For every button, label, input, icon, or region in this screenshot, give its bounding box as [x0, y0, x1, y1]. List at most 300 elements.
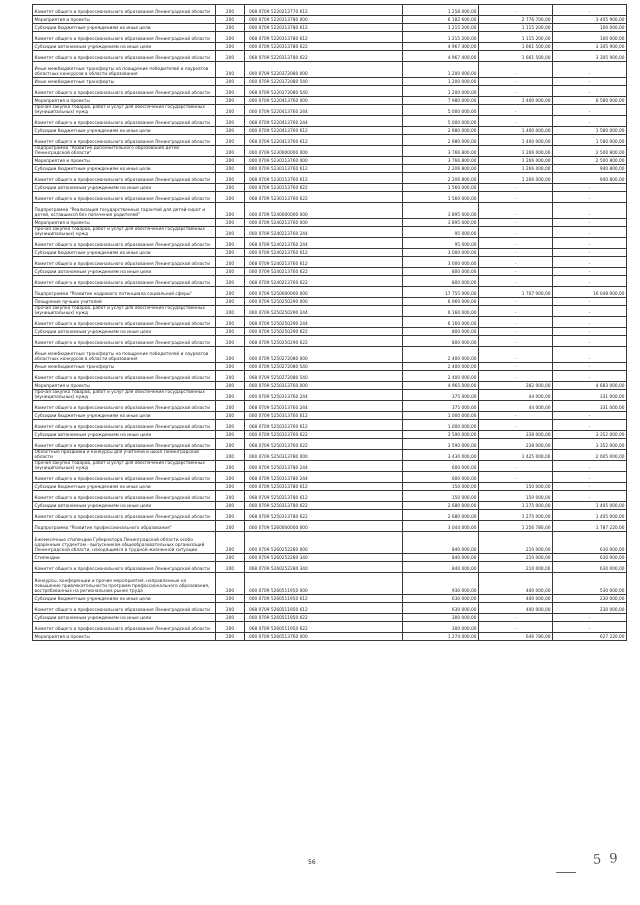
row-amount-year1: -: [479, 257, 553, 268]
row-kbk-code: 000 0709 5220413760 000: [245, 97, 403, 105]
row-kbk-code: 000 0709 5220313780 622: [245, 43, 403, 51]
row-code: 200: [216, 603, 245, 614]
row-label: Мероприятия и проекты: [33, 97, 216, 105]
row-kbk-code: 068 0709 5260511950 622: [245, 622, 403, 633]
row-label: Мероприятия и проекты: [33, 382, 216, 390]
row-amount-year2: 1 405 000,00: [553, 510, 627, 521]
budget-sheet: [32, 4, 626, 641]
row-label: Комитет общего и профессионального образования Ленинградской области: [33, 51, 216, 62]
row-amount-year1: -: [479, 227, 553, 238]
row-kbk-code: 000 0709 5240000000 000: [245, 203, 403, 219]
row-label: Субсидии бюджетным учреждениям на иные цели: [33, 165, 216, 173]
table-row: [33, 450, 627, 461]
row-amount-year1: 1 266 000,00: [479, 173, 553, 184]
table-row: [33, 287, 627, 298]
row-amount-year1: -: [479, 192, 553, 203]
row-amount-year1: 1 400 000,00: [479, 127, 553, 135]
row-amount-total: 2 680 000,00: [403, 502, 479, 510]
row-kbk-code: 000 0709 5230113760 000: [245, 157, 403, 165]
row-amount-year2: -: [553, 5, 627, 16]
row-amount-year2: -: [553, 412, 627, 420]
row-amount-year2: -: [553, 472, 627, 483]
table-row: [33, 97, 627, 105]
row-kbk-code: 068 0709 5220372080 540: [245, 86, 403, 97]
row-amount-year2: -: [553, 192, 627, 203]
row-amount-total: 1 000 000,00: [403, 420, 479, 431]
row-code: 200: [216, 431, 245, 439]
row-amount-year1: 1 661 500,00: [479, 51, 553, 62]
row-label: Комитет общего и профессионального образования Ленинградской области: [33, 603, 216, 614]
row-amount-total: 2 206 800,00: [403, 173, 479, 184]
row-amount-year1: 646 780,00: [479, 633, 553, 641]
row-amount-year1: -: [479, 347, 553, 363]
table-row: [33, 219, 627, 227]
row-code: 200: [216, 257, 245, 268]
row-amount-year2: 6 580 000,00: [553, 97, 627, 105]
row-amount-year2: 230 000,00: [553, 603, 627, 614]
row-amount-year2: 100 000,00: [553, 32, 627, 43]
row-amount-year1: -: [479, 614, 553, 622]
row-code: 200: [216, 328, 245, 336]
row-code: 200: [216, 287, 245, 298]
row-amount-year1: 1 266 000,00: [479, 165, 553, 173]
row-code: 200: [216, 472, 245, 483]
table-row: [33, 483, 627, 491]
row-amount-total: 800 000,00: [403, 336, 479, 347]
row-code: 200: [216, 105, 245, 116]
row-amount-total: 3 000 000,00: [403, 257, 479, 268]
row-amount-year2: -: [553, 371, 627, 382]
row-amount-year2: -: [553, 328, 627, 336]
row-amount-year1: 44 000,00: [479, 390, 553, 401]
row-code: 200: [216, 97, 245, 105]
row-amount-year1: -: [479, 276, 553, 287]
row-label: Поощрение лучших учителей: [33, 298, 216, 306]
row-amount-year1: 210 000,00: [479, 562, 553, 573]
row-code: 200: [216, 347, 245, 363]
row-label: Комитет общего и профессионального образования Ленинградской области: [33, 192, 216, 203]
row-kbk-code: 068 0709 5250313760 622: [245, 439, 403, 450]
row-kbk-code: 068 0709 5220313780 622: [245, 51, 403, 62]
row-label: Субсидии автономным учреждениям на иные цели: [33, 268, 216, 276]
row-amount-year2: 3 305 900,00: [553, 51, 627, 62]
row-label: Комитет общего и профессионального образования Ленинградской области: [33, 439, 216, 450]
row-amount-year2: 100 000,00: [553, 24, 627, 32]
row-kbk-code: 000 0709 5260511950 612: [245, 595, 403, 603]
row-amount-year1: -: [479, 412, 553, 420]
row-amount-total: 95 000,00: [403, 227, 479, 238]
row-amount-year2: -: [553, 268, 627, 276]
row-amount-year2: 331 000,00: [553, 401, 627, 412]
row-label: Субсидии автономным учреждениям на иные цели: [33, 184, 216, 192]
row-kbk-code: 000 0709 5250250290 000: [245, 298, 403, 306]
row-amount-year1: -: [479, 371, 553, 382]
row-kbk-code: 000 0709 5250313760 622: [245, 431, 403, 439]
row-amount-year2: -: [553, 257, 627, 268]
row-label: Субсидии бюджетным учреждениям на иные цели: [33, 127, 216, 135]
row-amount-year2: 1 580 000,00: [553, 135, 627, 146]
row-amount-year1: 150 000,00: [479, 483, 553, 491]
row-code: 200: [216, 32, 245, 43]
row-label: Подпрограмма "Развитие профессионального образования": [33, 521, 216, 532]
row-kbk-code: 000 0709 5220313780 000: [245, 16, 403, 24]
row-amount-year2: 16 048 000,00: [553, 287, 627, 298]
row-amount-total: 1 215 200,00: [403, 32, 479, 43]
row-code: 200: [216, 16, 245, 24]
row-label: Комитет общего и профессионального образования Ленинградской области: [33, 336, 216, 347]
row-amount-year2: -: [553, 238, 627, 249]
handwritten-page-number: 5 9: [592, 851, 621, 868]
table-row: [33, 622, 627, 633]
row-amount-total: 840 000,00: [403, 554, 479, 562]
row-label: Иные межбюджетные трансферты на поощрение победителей и лауреатов областных конкурсов в области образования: [33, 62, 216, 78]
row-label: Прочая закупка товаров, работ и услуг для обеспечения государственных (муниципальных) нужд: [33, 105, 216, 116]
row-kbk-code: 068 0709 5250313760 612: [245, 420, 403, 431]
row-amount-year2: -: [553, 203, 627, 219]
row-code: 200: [216, 157, 245, 165]
row-kbk-code: 000 0709 5250313780 612: [245, 483, 403, 491]
row-amount-total: 1 200 000,00: [403, 62, 479, 78]
row-amount-total: 4 967 400,00: [403, 51, 479, 62]
row-amount-year2: -: [553, 461, 627, 472]
row-label: Комитет общего и профессионального образования Ленинградской области: [33, 491, 216, 502]
row-code: 200: [216, 371, 245, 382]
table-row: [33, 502, 627, 510]
row-kbk-code: 000 0709 5250313780 622: [245, 502, 403, 510]
table-row: [33, 227, 627, 238]
row-label: Подпрограмма "Развитие кадрового потенциала социальной сферы": [33, 287, 216, 298]
row-amount-total: 5 000 000,00: [403, 116, 479, 127]
table-row: [33, 461, 627, 472]
row-amount-year2: 3 352 000,00: [553, 431, 627, 439]
row-label: Комитет общего и профессионального образования Ленинградской области: [33, 371, 216, 382]
row-kbk-code: 068 0709 5260511950 612: [245, 603, 403, 614]
row-amount-year2: 2 500 800,00: [553, 157, 627, 165]
row-amount-total: 2 400 000,00: [403, 371, 479, 382]
row-label: Комитет общего и профессионального образования Ленинградской области: [33, 135, 216, 146]
row-amount-year1: 400 000,00: [479, 603, 553, 614]
row-amount-year1: -: [479, 363, 553, 371]
row-amount-total: 3 895 000,00: [403, 203, 479, 219]
row-code: 200: [216, 165, 245, 173]
row-kbk-code: 068 0709 5250313760 244: [245, 401, 403, 412]
row-amount-year2: 940 800,00: [553, 173, 627, 184]
row-code: 200: [216, 633, 245, 641]
table-row: [33, 192, 627, 203]
row-amount-total: 3 895 000,00: [403, 219, 479, 227]
row-label: Иные межбюджетные трансферты: [33, 78, 216, 86]
row-label: Ежемесячные стипендии Губернатора Ленинградской области особо одаренным студентам - выпускникам общеобразовательных организаций Ленинградской области, находящимся в трудной жизненной ситуации: [33, 532, 216, 554]
row-code: 200: [216, 412, 245, 420]
row-code: 200: [216, 614, 245, 622]
row-code: 200: [216, 184, 245, 192]
row-amount-year2: 3 352 000,00: [553, 439, 627, 450]
row-code: 200: [216, 491, 245, 502]
table-row: [33, 306, 627, 317]
row-label: Комитет общего и профессионального образования Ленинградской области: [33, 116, 216, 127]
row-label: Прочая закупка товаров, работ и услуг для обеспечения государственных (муниципальных) нужд: [33, 390, 216, 401]
row-amount-year2: -: [553, 491, 627, 502]
row-code: 200: [216, 127, 245, 135]
row-kbk-code: 068 0709 5250272080 540: [245, 371, 403, 382]
row-amount-total: 840 000,00: [403, 562, 479, 573]
row-amount-year1: 1 400 000,00: [479, 97, 553, 105]
row-label: Комитет общего и профессионального образования Ленинградской области: [33, 401, 216, 412]
budget-rows: [33, 5, 627, 641]
row-code: 200: [216, 450, 245, 461]
row-amount-year2: -: [553, 227, 627, 238]
row-label: Субсидии автономным учреждениям на иные цели: [33, 431, 216, 439]
row-amount-total: 7 980 000,00: [403, 97, 479, 105]
row-amount-year1: 1 115 200,00: [479, 24, 553, 32]
row-kbk-code: 068 0709 5250313780 612: [245, 491, 403, 502]
table-row: [33, 24, 627, 32]
row-code: 200: [216, 238, 245, 249]
table-row: [33, 268, 627, 276]
row-amount-total: 6 182 600,00: [403, 16, 479, 24]
row-amount-year1: -: [479, 116, 553, 127]
table-row: [33, 328, 627, 336]
row-kbk-code: 068 0709 5250313780 622: [245, 510, 403, 521]
row-amount-year1: 1 115 200,00: [479, 32, 553, 43]
row-code: 200: [216, 116, 245, 127]
row-kbk-code: 000 0709 5240213760 000: [245, 219, 403, 227]
row-code: 200: [216, 249, 245, 257]
row-kbk-code: 000 0709 5240213760 612: [245, 249, 403, 257]
row-amount-year1: 1 400 000,00: [479, 135, 553, 146]
row-label: Комитет общего и профессионального образования Ленинградской области: [33, 173, 216, 184]
row-code: 200: [216, 622, 245, 633]
row-label: Иные межбюджетные трансферты: [33, 363, 216, 371]
table-row: [33, 603, 627, 614]
table-row: [33, 249, 627, 257]
row-label: Субсидии бюджетным учреждениям на иные цели: [33, 483, 216, 491]
row-kbk-code: 068 0709 5220213770 612: [245, 5, 403, 16]
table-row: [33, 390, 627, 401]
row-amount-year2: -: [553, 483, 627, 491]
row-kbk-code: 000 0709 5250313780 000: [245, 450, 403, 461]
row-code: 200: [216, 306, 245, 317]
row-label: Субсидии бюджетным учреждениям на иные цели: [33, 24, 216, 32]
row-amount-total: 930 000,00: [403, 573, 479, 595]
row-amount-year1: -: [479, 461, 553, 472]
row-kbk-code: 000 0709 5260511950 000: [245, 573, 403, 595]
row-kbk-code: 000 0709 5260252280 340: [245, 554, 403, 562]
row-code: 200: [216, 43, 245, 51]
row-amount-total: 800 000,00: [403, 276, 479, 287]
row-amount-year2: -: [553, 622, 627, 633]
row-amount-total: 300 000,00: [403, 614, 479, 622]
row-amount-total: 600 000,00: [403, 461, 479, 472]
table-row: [33, 127, 627, 135]
row-amount-year2: -: [553, 276, 627, 287]
row-amount-year1: -: [479, 184, 553, 192]
row-code: 200: [216, 595, 245, 603]
row-label: Комитет общего и профессионального образования Ленинградской области: [33, 472, 216, 483]
row-kbk-code: 000 0709 5230113760 622: [245, 184, 403, 192]
row-amount-total: 6 160 000,00: [403, 317, 479, 328]
table-row: [33, 146, 627, 157]
row-label: Комитет общего и профессионального образования Ленинградской области: [33, 276, 216, 287]
row-amount-total: 375 000,00: [403, 401, 479, 412]
row-amount-year1: -: [479, 86, 553, 97]
row-amount-year2: -: [553, 249, 627, 257]
row-kbk-code: 068 0709 5220413760 244: [245, 116, 403, 127]
table-row: [33, 401, 627, 412]
table-row: [33, 382, 627, 390]
row-code: 200: [216, 219, 245, 227]
table-row: [33, 203, 627, 219]
row-amount-total: 3 590 000,00: [403, 439, 479, 450]
row-amount-total: 1 000 000,00: [403, 412, 479, 420]
table-row: [33, 32, 627, 43]
row-amount-total: 150 000,00: [403, 483, 479, 491]
row-code: 200: [216, 135, 245, 146]
row-amount-total: 300 000,00: [403, 622, 479, 633]
row-code: 200: [216, 573, 245, 595]
row-kbk-code: 000 0709 5250272080 000: [245, 347, 403, 363]
row-amount-year1: 1 275 000,00: [479, 502, 553, 510]
row-label: Подпрограмма "Развитие дополнительного образования детей Ленинградской области": [33, 146, 216, 157]
row-kbk-code: 068 0709 5250313780 244: [245, 472, 403, 483]
row-amount-total: 1 200 000,00: [403, 86, 479, 97]
table-row: [33, 105, 627, 116]
row-amount-year2: 4 683 000,00: [553, 382, 627, 390]
table-row: [33, 554, 627, 562]
row-amount-year1: -: [479, 622, 553, 633]
row-amount-total: 800 000,00: [403, 328, 479, 336]
row-amount-year1: -: [479, 317, 553, 328]
row-amount-year1: -: [479, 298, 553, 306]
row-amount-year2: 2 005 000,00: [553, 450, 627, 461]
table-row: [33, 363, 627, 371]
row-amount-total: 1 560 000,00: [403, 192, 479, 203]
row-code: 200: [216, 24, 245, 32]
row-code: 200: [216, 420, 245, 431]
row-amount-year2: -: [553, 317, 627, 328]
row-amount-year2: -: [553, 62, 627, 78]
row-amount-total: 600 000,00: [403, 472, 479, 483]
row-amount-year1: 238 000,00: [479, 439, 553, 450]
row-amount-year2: 1 787 220,00: [553, 521, 627, 532]
table-row: [33, 420, 627, 431]
table-row: [33, 51, 627, 62]
row-label: Прочая закупка товаров, работ и услуг для обеспечения государственных (муниципальных) нужд: [33, 227, 216, 238]
row-label: Мероприятия и проекты: [33, 633, 216, 641]
row-amount-year1: 1 256 780,00: [479, 521, 553, 532]
table-row: [33, 135, 627, 146]
row-amount-total: 3 430 000,00: [403, 450, 479, 461]
row-amount-year1: 44 000,00: [479, 401, 553, 412]
row-kbk-code: 000 0709 5220413760 612: [245, 127, 403, 135]
row-kbk-code: 068 0709 5220313780 612: [245, 32, 403, 43]
row-kbk-code: 000 0709 5230000000 000: [245, 146, 403, 157]
row-amount-year2: -: [553, 78, 627, 86]
row-amount-year2: 1 405 000,00: [553, 502, 627, 510]
row-amount-total: 150 000,00: [403, 491, 479, 502]
row-label: Мероприятия и проекты: [33, 157, 216, 165]
row-kbk-code: 000 0709 5220372080 000: [245, 62, 403, 78]
row-kbk-code: 000 0709 5220372080 540: [245, 78, 403, 86]
row-amount-total: 4 967 400,00: [403, 43, 479, 51]
table-row: [33, 173, 627, 184]
row-label: Мероприятия и проекты: [33, 16, 216, 24]
table-row: [33, 595, 627, 603]
table-row: [33, 184, 627, 192]
table-row: [33, 521, 627, 532]
row-amount-total: 3 766 800,00: [403, 146, 479, 157]
row-amount-year1: 400 000,00: [479, 595, 553, 603]
row-amount-total: 1 274 000,00: [403, 633, 479, 641]
row-label: Комитет общего и профессионального образования Ленинградской области: [33, 86, 216, 97]
row-amount-year1: -: [479, 336, 553, 347]
row-code: 200: [216, 51, 245, 62]
row-kbk-code: 000 0709 5260511950 622: [245, 614, 403, 622]
row-code: 200: [216, 401, 245, 412]
table-row: [33, 439, 627, 450]
table-row: [33, 317, 627, 328]
row-amount-total: 5 000 000,00: [403, 105, 479, 116]
row-label: Комитет общего и профессионального образования Ленинградской области: [33, 5, 216, 16]
row-kbk-code: 068 0709 5250250290 244: [245, 317, 403, 328]
row-amount-year1: -: [479, 249, 553, 257]
row-amount-year1: -: [479, 203, 553, 219]
row-amount-total: 2 980 000,00: [403, 135, 479, 146]
row-amount-total: 2 400 000,00: [403, 363, 479, 371]
handwritten-mark: [556, 872, 576, 873]
row-amount-year1: 150 000,00: [479, 491, 553, 502]
row-amount-year2: -: [553, 306, 627, 317]
row-amount-total: 2 206 800,00: [403, 165, 479, 173]
row-code: 200: [216, 268, 245, 276]
row-label: Субсидии автономным учреждениям на иные цели: [33, 502, 216, 510]
row-kbk-code: 068 0709 5260252280 340: [245, 562, 403, 573]
table-row: [33, 16, 627, 24]
row-amount-year2: 630 000,00: [553, 532, 627, 554]
row-amount-year1: -: [479, 105, 553, 116]
row-amount-year1: 400 000,00: [479, 573, 553, 595]
row-code: 200: [216, 276, 245, 287]
table-row: [33, 347, 627, 363]
row-amount-year1: 210 000,00: [479, 554, 553, 562]
row-amount-year1: 1 425 000,00: [479, 450, 553, 461]
row-kbk-code: 000 0709 5260000000 000: [245, 521, 403, 532]
row-amount-total: 2 980 000,00: [403, 127, 479, 135]
row-amount-year2: -: [553, 347, 627, 363]
row-amount-total: 630 000,00: [403, 603, 479, 614]
row-amount-year2: 940 800,00: [553, 165, 627, 173]
row-amount-year2: 1 580 000,00: [553, 127, 627, 135]
row-amount-year2: 627 220,00: [553, 633, 627, 641]
row-amount-year2: -: [553, 420, 627, 431]
table-row: [33, 238, 627, 249]
budget-table: [32, 4, 627, 641]
row-label: Конкурсы, конференции и прочие мероприятия, направленные на повышение привлекательности программ профессионального образования, востребованных на региональном рынке труда: [33, 573, 216, 595]
row-code: 200: [216, 336, 245, 347]
row-kbk-code: 068 0709 5230113760 612: [245, 173, 403, 184]
row-code: 200: [216, 363, 245, 371]
row-amount-total: 6 160 000,00: [403, 306, 479, 317]
row-code: 200: [216, 203, 245, 219]
row-kbk-code: 000 0709 5230113760 612: [245, 165, 403, 173]
row-amount-year1: -: [479, 62, 553, 78]
table-row: [33, 491, 627, 502]
row-code: 200: [216, 510, 245, 521]
row-amount-total: 3 590 000,00: [403, 431, 479, 439]
row-amount-total: 1 215 200,00: [403, 24, 479, 32]
row-amount-total: 800 000,00: [403, 268, 479, 276]
row-amount-total: 840 000,00: [403, 532, 479, 554]
